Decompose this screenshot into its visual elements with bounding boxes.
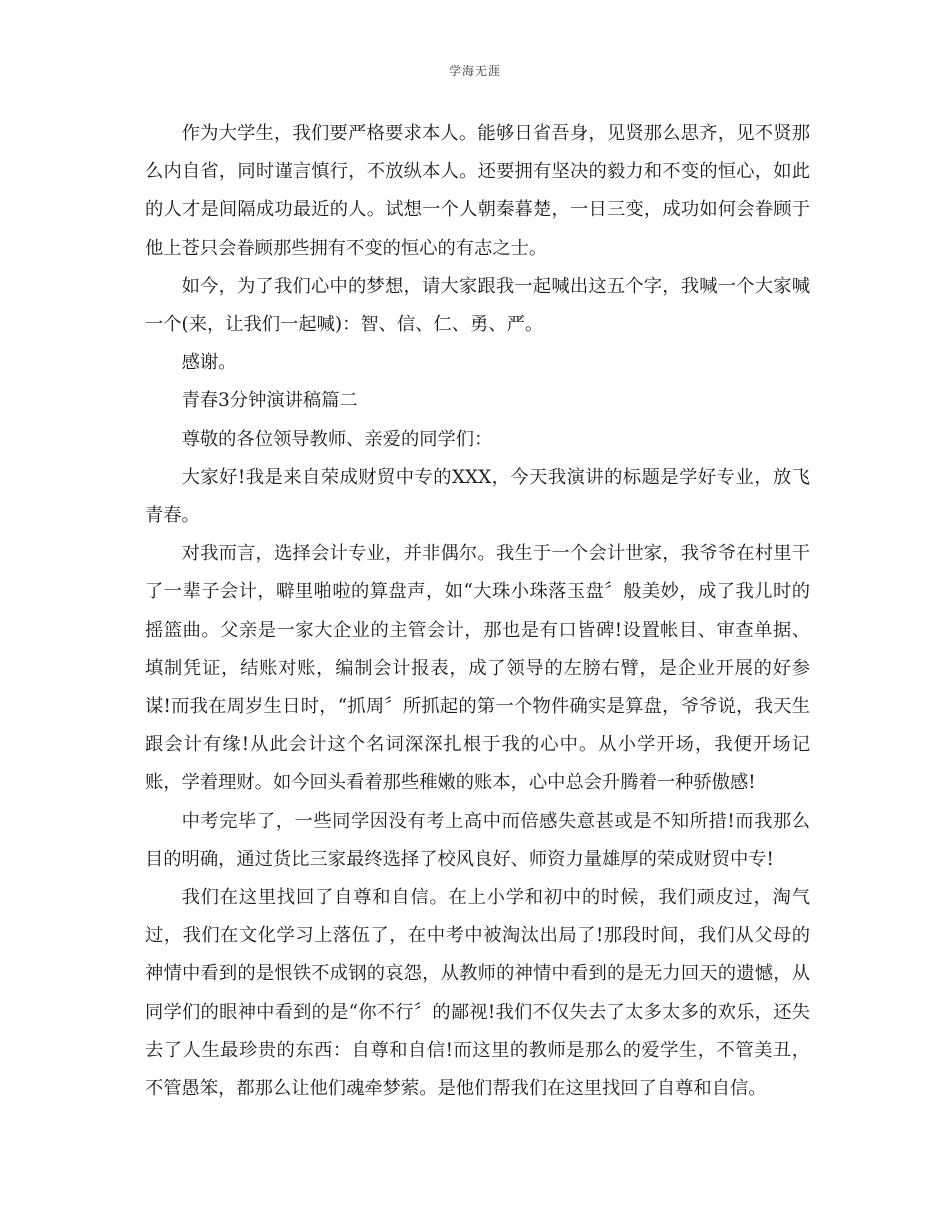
paragraph-school-choice: 中考完毕了，一些同学因没有考上高中而倍感失意甚或是不知所措!而我那么目的明确，通过货比三家最终选择了校风良好、师资力量雄厚的荣成财贸中专! — [145, 810, 810, 870]
document-body — [145, 115, 810, 1108]
paragraph-self-discipline: 作为大学生，我们要严格要求本人。能够日省吾身，见贤那么思齐，见不贤那么内自省，同时谨言慎行，不放纵本人。还要拥有坚决的毅力和不变的恒心，如此的人才是间隔成功最近的人。试想一个人朝秦暮楚，一日三变，成功如何会眷顾于他上苍只会眷顾那些拥有不变的恒心的有志之士。 — [145, 123, 810, 259]
paragraph-accounting-family: 对我而言，选择会计专业，并非偶尔。我生于一个会计世家，我爷爷在村里干了一辈子会计，噼里啪啦的算盘声，如“大珠小珠落玉盘〞般美妙，成了我儿时的摇篮曲。父亲是一家大企业的主管会计，那也是有口皆碑!设置帐目、审查单据、填制凭证，结账对账，编制会计报表，成了领导的左膀右臂，是企业开展的好参谋!而我在周岁生日时，“抓周〞所抓起的第一个物件确实是算盘，爷爷说，我天生跟会计有缘!从此会计这个名词深深扎根于我的心中。从小学开场，我便开场记账，学着理财。如今回头看着那些稚嫩的账本，心中总会升腾着一种骄傲感! — [145, 543, 810, 794]
paragraph-thanks: 感谢。 — [181, 352, 237, 374]
paragraph-self-confidence: 我们在这里找回了自尊和自信。在上小学和初中的时候，我们顽皮过，淘气过，我们在文化学习上落伍了，在中考中被淘汰出局了!那段时间，我们从父母的神情中看到的是恨铁不成钢的哀怨，从教师的神情中看到的是无力回天的遗憾，从同学们的眼神中看到的是“你不行〞的鄙视!我们不仅失去了太多太多的欢乐，还失去了人生最珍贵的东西：自尊和自信!而这里的教师是那么的爱学生，不管美丑，不管愚笨，都那么让他们魂牵梦萦。是他们帮我们在这里找回了自尊和自信。 — [145, 887, 810, 1100]
paragraph-five-words: 如今，为了我们心中的梦想，请大家跟我一起喊出这五个字，我喊一个大家喊一个(来，让我们一起喊)：智、信、仁、勇、严。 — [145, 275, 810, 336]
paragraph-greeting: 大家好!我是来自荣成财贸中专的XXX，今天我演讲的标题是学好专业，放飞青春。 — [145, 466, 810, 527]
section-title: 青春3分钟演讲稿篇二 — [181, 390, 358, 412]
paragraph-salutation: 尊敬的各位领导教师、亲爱的同学们： — [181, 428, 493, 450]
page-header: 学海无涯 — [448, 64, 501, 78]
